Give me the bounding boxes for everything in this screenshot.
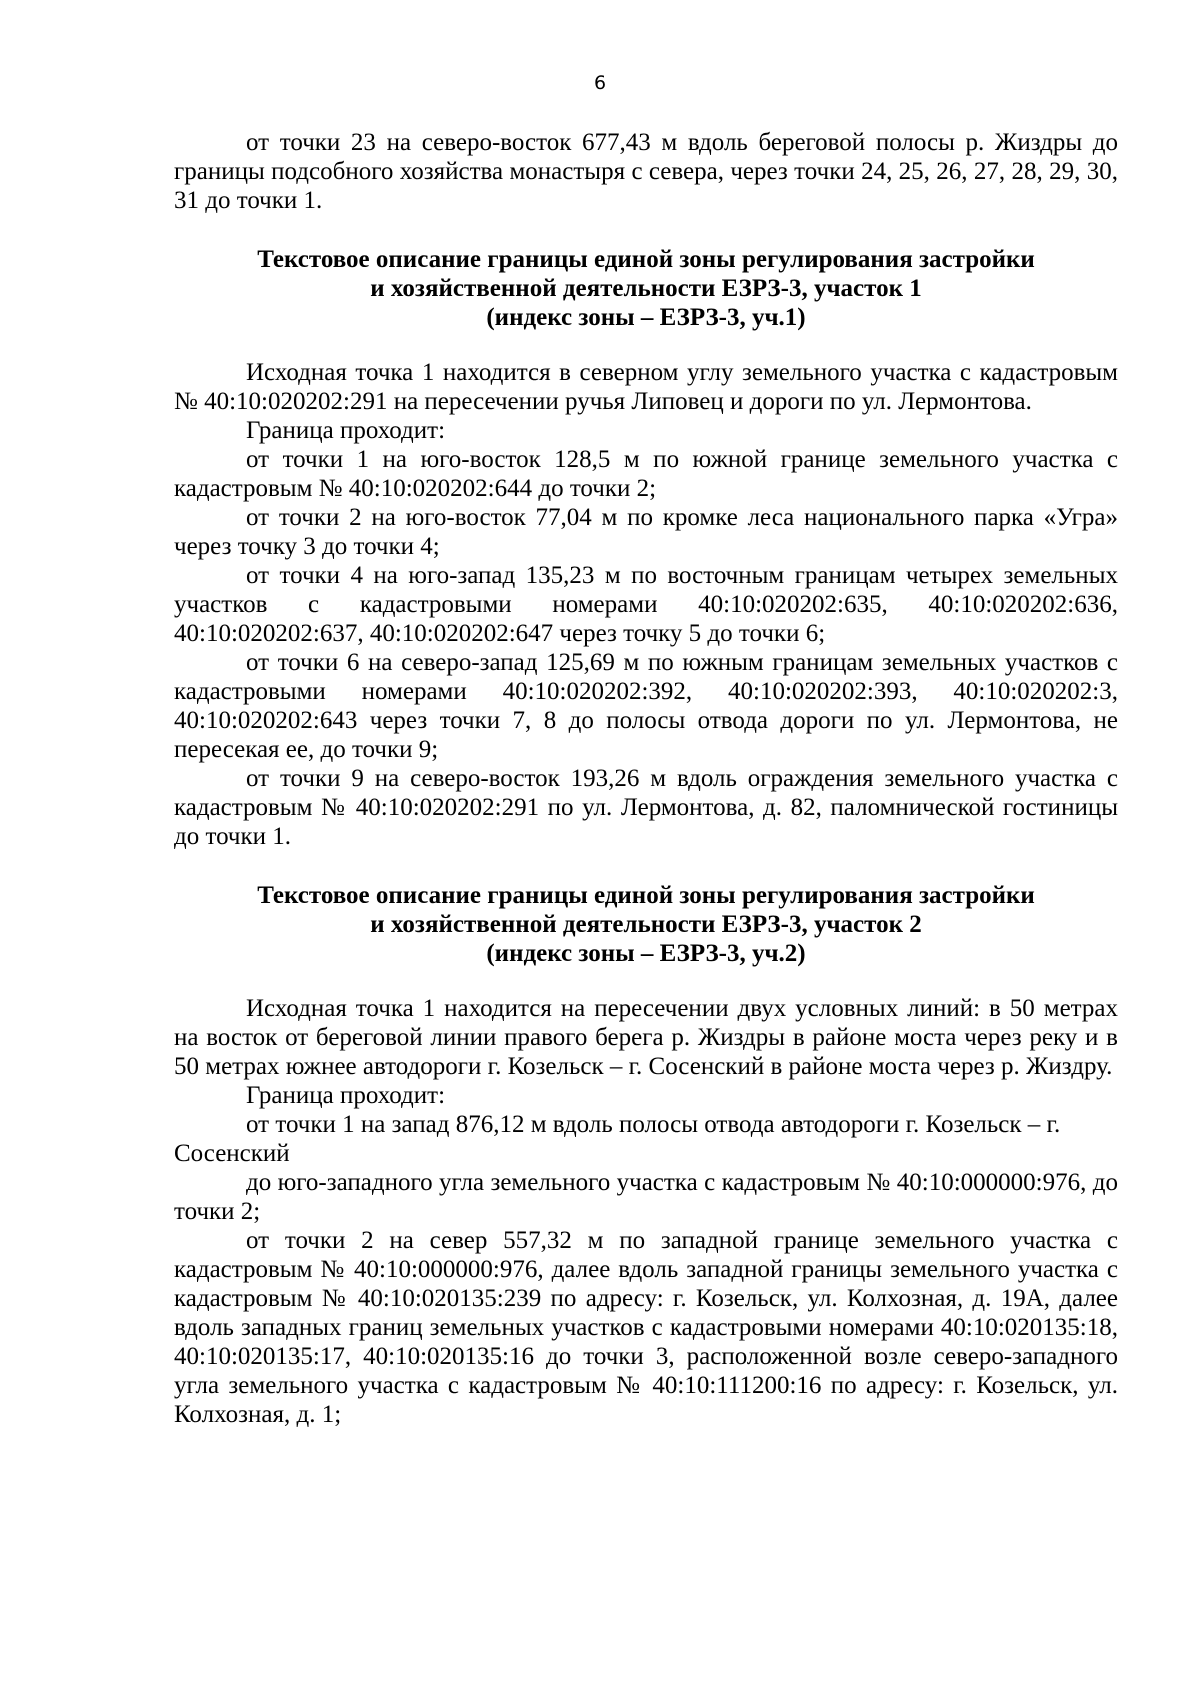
section1-paragraph: Исходная точка 1 находится в северном углу земельного участка с кадастровым № 40:10:020202:291 на пересечении ручья Липовец и дороги по ул. Лермонтова. — [174, 359, 1118, 415]
section1-paragraph: от точки 4 на юго-запад 135,23 м по восточным границам четырех земельных участков с кадастровыми номерами 40:10:020202:635, 40:10:020202:636, 40:10:020202:637, 40:10:020202:647 через точку 5 до точки 6; — [174, 562, 1118, 647]
section2-paragraph: Граница проходит: — [246, 1082, 446, 1109]
section2-heading-line: и хозяйственной деятельности ЕЗРЗ-3, участок 2 — [370, 911, 922, 938]
section1-paragraph: Граница проходит: — [246, 417, 446, 444]
section2-heading-line: Текстовое описание границы единой зоны регулирования застройки — [257, 882, 1035, 909]
section2-heading — [174, 881, 1118, 968]
section1-heading — [174, 245, 1118, 332]
section1-paragraph: от точки 1 на юго-восток 128,5 м по южной границе земельного участка с кадастровым № 40:10:020202:644 до точки 2; — [174, 446, 1118, 502]
section1-paragraph: от точки 9 на северо-восток 193,26 м вдоль ограждения земельного участка с кадастровым № 40:10:020202:291 по ул. Лермонтова, д. 82, паломнической гостиницы до точки 1. — [174, 765, 1118, 850]
section2-paragraph: до юго-западного угла земельного участка с кадастровым № 40:10:000000:976, до точки 2; — [174, 1169, 1118, 1225]
section1-heading-line: и хозяйственной деятельности ЕЗРЗ-3, участок 1 — [370, 275, 922, 302]
section1-paragraph: от точки 2 на юго-восток 77,04 м по кромке леса национального парка «Угра» через точку 3 до точки 4; — [174, 504, 1118, 560]
section1-paragraph: от точки 6 на северо-запад 125,69 м по южным границам земельных участков с кадастровыми номерами 40:10:020202:392, 40:10:020202:393, 40:10:020202:3, 40:10:020202:643 через точки 7, 8 до полосы отвода дороги по ул. Лермонтова, не пересекая ее, до точки 9; — [174, 649, 1118, 763]
intro-paragraph: от точки 23 на северо-восток 677,43 м вдоль береговой полосы р. Жиздры до границы подсобного хозяйства монастыря с севера, через точки 24, 25, 26, 27, 28, 29, 30, 31 до точки 1. — [174, 129, 1118, 214]
section1-heading-line: Текстовое описание границы единой зоны регулирования застройки — [257, 246, 1035, 273]
section1-heading-line: (индекс зоны – ЕЗРЗ-3, уч.1) — [486, 304, 806, 331]
section2-paragraph: от точки 2 на север 557,32 м по западной границе земельного участка с кадастровым № 40:10:000000:976, далее вдоль западной границы земельного участка с кадастровым № 40:10:020135:239 по адресу: г. Козельск, ул. Колхозная, д. 19А, далее вдоль западных границ земельных участков с кадастровыми номерами 40:10:020135:18, 40:10:020135:17, 40:10:020135:16 до точки 3, расположенной возле северо-западного угла земельного участка с кадастровым № 40:10:111200:16 по адресу: г. Козельск, ул. Колхозная, д. 1; — [174, 1227, 1118, 1428]
section2-heading-line: (индекс зоны – ЕЗРЗ-3, уч.2) — [486, 940, 806, 967]
section2-paragraph: от точки 1 на запад 876,12 м вдоль полосы отвода автодороги г. Козельск – г. Сосенский — [174, 1111, 1061, 1167]
document-body — [174, 128, 1118, 1429]
page-number: 6 — [593, 72, 607, 94]
section2-paragraph: Исходная точка 1 находится на пересечении двух условных линий: в 50 метрах на восток от береговой линии правого берега р. Жиздры в районе моста через реку и в 50 метрах южнее автодороги г. Козельск – г. Сосенский в районе моста через р. Жиздру. — [174, 995, 1118, 1080]
